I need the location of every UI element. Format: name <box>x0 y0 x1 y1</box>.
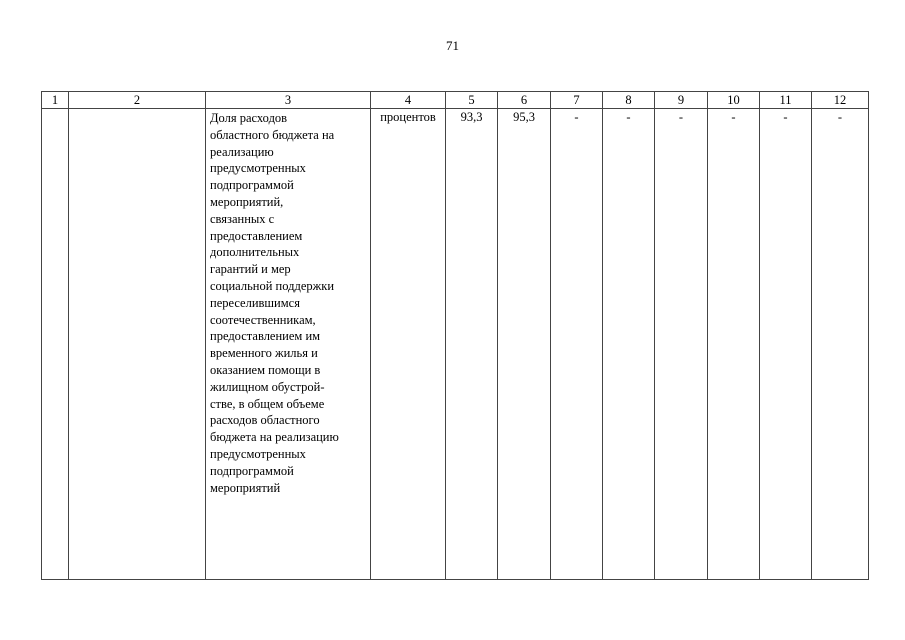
description-line: мероприятий <box>210 480 281 495</box>
unit-cell: процентов <box>371 109 446 580</box>
description-line: стве, в общем объеме <box>210 396 325 411</box>
description-line: подпрограммой <box>210 463 294 478</box>
description-line: предоставлением <box>210 228 303 243</box>
value-col6: 95,3 <box>498 109 551 580</box>
description-line: предусмотренных <box>210 446 306 461</box>
header-cell-5: 5 <box>446 92 498 109</box>
description-line: жилищном обустрой- <box>210 379 325 394</box>
description-line: социальной поддержки <box>210 278 335 293</box>
description-line: переселившимся <box>210 295 300 310</box>
description-line: предоставлением им <box>210 329 321 344</box>
value-col12: - <box>812 109 869 580</box>
value-col9: - <box>655 109 708 580</box>
cell-col2 <box>69 109 206 580</box>
cell-col1 <box>42 109 69 580</box>
description-line: Доля расходов <box>210 111 288 125</box>
header-cell-3: 3 <box>206 92 371 109</box>
value-col8: - <box>603 109 655 580</box>
page-number: 71 <box>446 38 459 53</box>
description-line: связанных с <box>210 211 275 226</box>
description-line: расходов областного <box>210 413 320 428</box>
header-row <box>42 92 869 109</box>
description-line: гарантий и мер <box>210 262 291 277</box>
header-cell-4: 4 <box>371 92 446 109</box>
header-cell-9: 9 <box>655 92 708 109</box>
description-line: оказанием помощи в <box>210 362 321 377</box>
description-line: соотечественникам, <box>210 312 316 327</box>
header-cell-12: 12 <box>812 92 869 109</box>
description-line: дополнительных <box>210 245 300 260</box>
header-cell-11: 11 <box>760 92 812 109</box>
description-line: временного жилья и <box>210 346 318 361</box>
header-cell-8: 8 <box>603 92 655 109</box>
value-col11: - <box>760 109 812 580</box>
description-line: подпрограммой <box>210 178 294 193</box>
description-line: бюджета на реализацию <box>210 430 339 445</box>
value-col10: - <box>708 109 760 580</box>
header-cell-2: 2 <box>69 92 206 109</box>
description-line: реализацию <box>210 144 274 159</box>
header-cell-10: 10 <box>708 92 760 109</box>
description-line: предусмотренных <box>210 161 306 176</box>
description-line: областного бюджета на <box>210 127 335 142</box>
header-cell-7: 7 <box>551 92 603 109</box>
indicator-description <box>206 109 371 580</box>
header-cell-1: 1 <box>42 92 69 109</box>
header-cell-6: 6 <box>498 92 551 109</box>
value-col7: - <box>551 109 603 580</box>
table-row <box>42 109 869 580</box>
value-col5: 93,3 <box>446 109 498 580</box>
indicator-table <box>41 91 869 580</box>
description-line: мероприятий, <box>210 194 284 209</box>
